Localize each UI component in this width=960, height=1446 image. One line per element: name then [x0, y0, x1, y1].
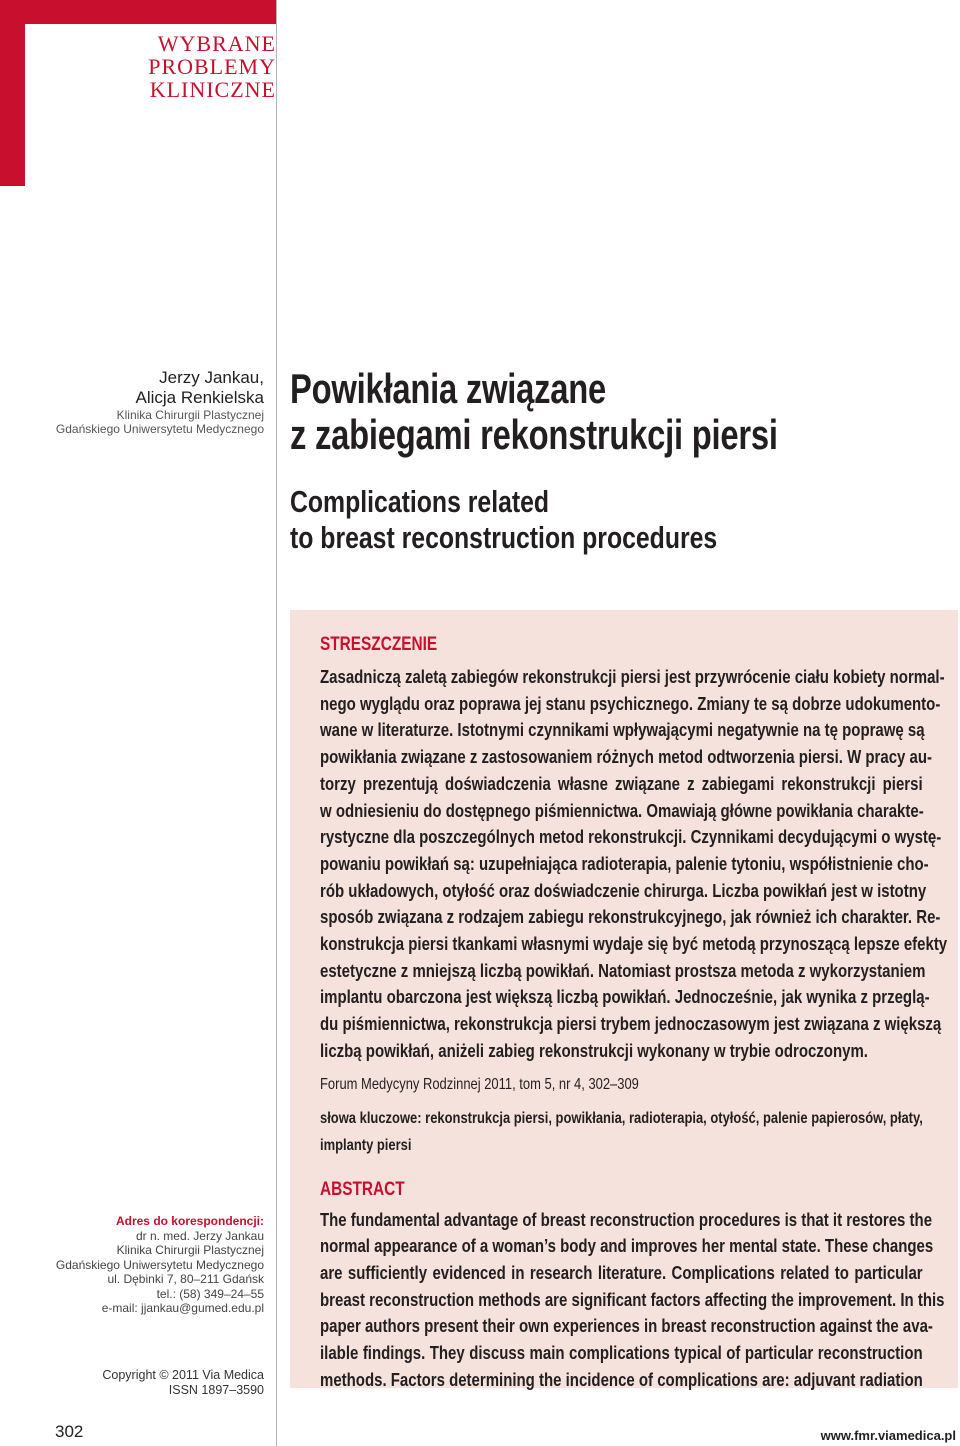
abstract-line: normal appearance of a woman’s body and improves her mental state. These changes	[320, 1235, 934, 1257]
keywords-line: słowa kluczowe: rekonstrukcja piersi, powikłania, radioterapia, otyłość, palenie papierosów, płaty,	[320, 1109, 923, 1127]
streszczenie-line: implantu obarczona jest większą liczbą powikłań. Jednocześnie, jak wynika z przeglą-	[320, 986, 930, 1008]
streszczenie-line: estetyczne z mniejszą liczbą powikłań. Natomiast prostsza metoda z wykorzystaniem	[320, 959, 926, 981]
section-label-line: KLINICZNE	[149, 77, 276, 102]
streszczenie-line: torzy prezentują doświadczenia własne związane z zabiegami rekonstrukcji piersi	[320, 772, 923, 794]
section-label-line: PROBLEMY	[148, 54, 276, 79]
title-polish-line: z zabiegami rekonstrukcji piersi	[290, 411, 778, 458]
streszczenie-heading: STRESZCZENIE	[320, 634, 438, 655]
abstract-heading: ABSTRACT	[320, 1178, 405, 1200]
correspondence-line: dr n. med. Jerzy Jankau	[135, 1228, 264, 1243]
title-english	[290, 484, 818, 556]
abstract-content	[320, 634, 948, 1393]
streszczenie-line: sposób związana z rodzajem zabiegu rekonstrukcyjnego, jak również ich charakter. Re-	[320, 906, 941, 928]
streszczenie-line: du piśmiennictwa, rekonstrukcja piersi trybem jednoczasowym jest związana z większą	[320, 1013, 942, 1035]
abstract-line: ilable findings. They discuss main complications typical of particular reconstruction	[320, 1342, 923, 1364]
streszczenie-line: powaniu powikłań są: uzupełniająca radioterapia, palenie tytoniu, współistnienie cho-	[320, 852, 929, 874]
correspondence-line: Klinika Chirurgii Plastycznej	[116, 1243, 264, 1257]
streszczenie-line: konstrukcja piersi tkankami własnymi wydaje się być metodą przynoszącą lepsze efekty	[320, 933, 948, 955]
column-divider	[276, 0, 277, 1446]
streszczenie-text	[320, 664, 948, 1065]
correspondence-line: Gdańskiego Uniwersytetu Medycznego	[55, 1257, 264, 1272]
title-english-line: to breast reconstruction procedures	[290, 520, 718, 555]
citation: Forum Medycyny Rodzinnej 2011, tom 5, nr 4, 302–309	[320, 1075, 639, 1093]
abstract-line: breast reconstruction methods are significant factors affecting the improvement. In this	[320, 1288, 945, 1310]
copyright-line: Copyright © 2011 Via Medica	[102, 1368, 264, 1382]
abstract-line: paper authors present their own experiences in breast reconstruction against the ava-	[320, 1315, 933, 1337]
streszczenie-line: powikłania związane z zastosowaniem różnych metod odtworzenia piersi. W pracy au-	[320, 746, 933, 768]
issn-line: ISSN 1897–3590	[168, 1383, 264, 1397]
author-affiliation: Gdańskiego Uniwersytetu Medycznego	[55, 422, 264, 436]
abstract-box	[290, 610, 958, 1388]
correspondence-line: ul. Dębinki 7, 80–211 Gdańsk	[107, 1272, 264, 1286]
streszczenie-line: rystyczne dla poszczególnych metod rekonstrukcji. Czynnikami decydującymi o wystę-	[320, 826, 942, 848]
author-name: Jerzy Jankau,	[159, 368, 264, 387]
website-link[interactable]: www.fmr.viamedica.pl	[820, 1428, 956, 1443]
keywords-line: implanty piersi	[320, 1136, 412, 1154]
streszczenie-line: w odniesieniu do dostępnego piśmiennictwa. Omawiają główne powikłania charakte-	[320, 799, 924, 821]
author-affiliation: Klinika Chirurgii Plastycznej	[116, 408, 264, 422]
authors-block	[40, 368, 264, 436]
section-label	[60, 32, 276, 101]
title-polish	[290, 366, 805, 458]
section-label-line: WYBRANE	[157, 31, 276, 56]
red-side-bar	[0, 0, 25, 186]
red-top-bar	[25, 0, 277, 24]
author-name: Alicja Renkielska	[135, 388, 264, 407]
page-number: 302	[55, 1422, 84, 1441]
correspondence-block	[40, 1214, 264, 1316]
abstract-line: The fundamental advantage of breast reconstruction procedures is that it restores the	[320, 1208, 933, 1230]
correspondence-email[interactable]: e-mail: jjankau@gumed.edu.pl	[101, 1301, 264, 1315]
title-english-line: Complications related	[290, 484, 550, 519]
abstract-text	[320, 1207, 945, 1394]
streszczenie-line: Zasadniczą zaletą zabiegów rekonstrukcji piersi jest przywrócenie ciału kobiety normal-	[320, 666, 945, 687]
abstract-line: are sufficiently evidenced in research literature. Complications related to particular	[320, 1261, 923, 1283]
copyright-block	[40, 1368, 264, 1398]
streszczenie-line: nego wyglądu oraz poprawa jej stanu psychicznego. Zmiany te są dobrze udokumento-	[320, 692, 941, 714]
correspondence-label: Adres do korespondencji:	[115, 1214, 264, 1228]
abstract-line: methods. Factors determining the incidence of complications are: adjuvant radiation	[320, 1368, 923, 1390]
title-polish-line: Powikłania związane	[290, 365, 606, 412]
correspondence-line: tel.: (58) 349–24–55	[156, 1286, 264, 1301]
streszczenie-line: rób układowych, otyłość oraz doświadczenie chirurga. Liczba powikłań jest w istotny	[320, 879, 927, 901]
keywords	[320, 1105, 923, 1159]
streszczenie-line: liczbą powikłań, aniżeli zabieg rekonstrukcji wykonany w trybie odroczonym.	[320, 1039, 868, 1061]
streszczenie-line: wane w literaturze. Istotnymi czynnikami wpływającymi negatywnie na tę poprawę są	[320, 719, 925, 741]
